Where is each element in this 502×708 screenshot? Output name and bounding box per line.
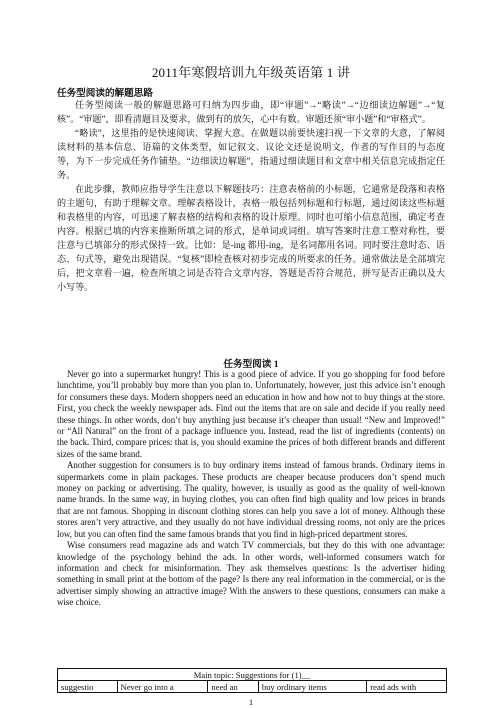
- table-row: [58, 681, 447, 693]
- guide-paragraph: 在此步骤，教师应指导学生注意以下解题技巧：注意表格前的小标题，它通常是段落和表格的主题句，有助于理解文章。理解表格设计，表格一般包括列标题和行标题，通过阅读这些标题和表格里的内容，可迅速了解表格的结构和表格的设计原理。同时也可缩小信息范围，确定考查内容。根据已填的内容来推断所填之词的形式，是单词或词组。填写答案时注意工整对称性，要注意与已填部分的形式保持一致。比如：是-ing 都用-ing，是名词都用名词。同时要注意时态、语态、句式等，避免出现错误。“复核”即检查核对初步完成的所要求的任务。通常做法是全部填完后，把文章看一遍，检查所填之词是否符合文章内容，答题是否符合规范，拼写是否正确以及大小写等。: [57, 184, 445, 292]
- table-cell: read ads with: [367, 681, 447, 693]
- guide-paragraph: 任务型阅读一般的解题思路可归纳为四步曲，即“审题”→“略读”→“边细读边解题”→“复核”。“审题”，即看清题目及要求，做到有的放矢，心中有数。审题还须“审小题”和“审格式”。: [57, 100, 445, 124]
- task-title: 任务型阅读 1: [223, 359, 279, 370]
- task-table: [57, 668, 447, 693]
- passage-paragraph: Wise consumers read magazine ads and watch TV commercials, but they do this with one advantage: knowledge of the psychology behind the ads. In other words, well-informed consumers watch for information and check for misinformation. They ask themselves questions: Is the advertiser hiding something in small print at the bottom of the page? Is there any real information in the commercial, or is the advertiser simply showing an attractive image? With the answers to these questions, consumers can make a wise choice.: [57, 540, 445, 608]
- table-cell: Never go into a: [117, 681, 208, 693]
- table-cell: need an: [208, 681, 259, 693]
- section-heading: 任务型阅读的解题思路: [57, 88, 153, 99]
- guide-paragraph: “略读”，这里指的是快速阅读、掌握大意。在做题以前要快速扫视一下文章的大意，了解阅读材料的基本信息、语篇的文体类型，如记叙文、议论文还是说明文，作者的写作目的与态度等，为下一步完成任务作铺垫。“边细读边解题”，指通过细读题目和文章中相关信息完成指定任务。: [57, 128, 445, 180]
- reading-passage: [57, 369, 445, 609]
- table-cell: suggestio: [58, 681, 118, 693]
- document-title: 2011年寒假培训九年级英语第 1 讲: [151, 65, 351, 80]
- table-cell: buy ordinary items: [258, 681, 366, 693]
- passage-paragraph: Never go into a supermarket hungry! This is a good piece of advice. If you go shopping for food before lunchtime, you’ll probably buy more than you plan to. Unfortunately, however, just this advice isn’t enough for consumers these days. Modern shoppers need an education in how and how not to buy things at the store. First, you check the weekly newspaper ads. Find out the items that are on sale and decide if you really need these things. In other words, don’t buy anything just because it’s cheaper than usual! “New and Improved!” or “All Natural” on the front of a package influence you. Instead, read the list of ingredients (contents) on the back. Third, compare prices: that is, you should examine the prices of both different brands and different sizes of the same brand.: [57, 369, 445, 459]
- page-number: 1: [248, 697, 254, 707]
- passage-paragraph: Another suggestion for consumers is to buy ordinary items instead of famous brands. Ordinary items in supermarkets come in plain packages. These products are cheaper because producers don’t spend much money on packing or advertising. The quality, however, is usually as good as the quality of well-known name brands. In the same way, in buying clothes, you can often find high quality and low prices in brands that are not famous. Shopping in discount clothing stores can help you save a lot of money. Although these stores aren’t very attractive, and they usually do not have individual dressing rooms, not only are the prices low, but you can often find the same famous brands that you find in high-priced department stores.: [57, 460, 445, 539]
- table-caption: Main topic: Suggestions for (1)__: [58, 669, 447, 681]
- guide-text: [57, 98, 445, 294]
